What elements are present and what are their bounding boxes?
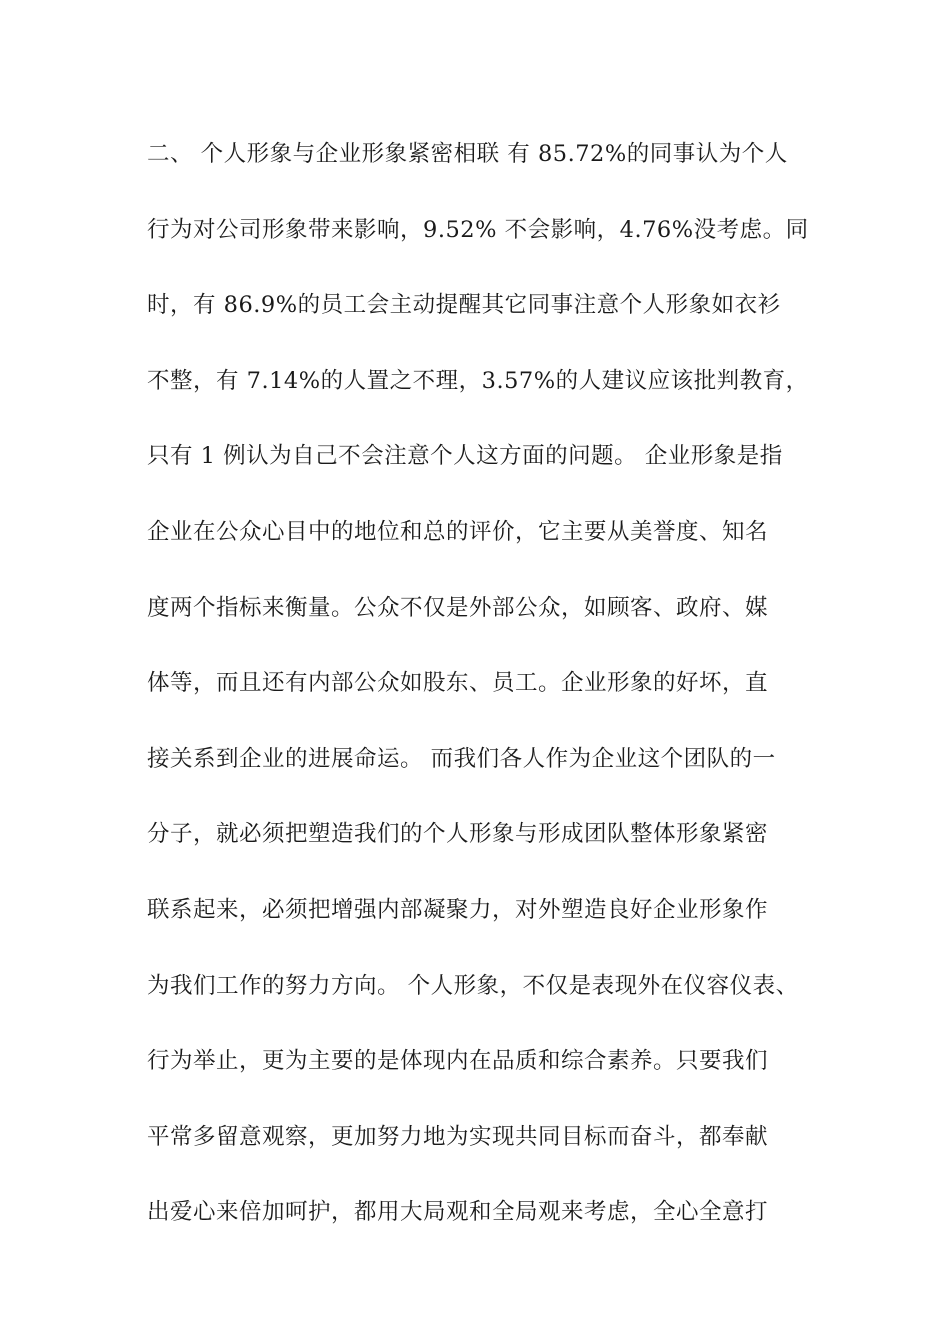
text-line: 时，有 86.9%的员工会主动提醒其它同事注意个人形象如衣衫 — [147, 292, 781, 319]
text-line: 行为举止，更为主要的是体现内在品质和综合素养。只要我们 — [147, 1048, 769, 1075]
text-line: 联系起来，必须把增强内部凝聚力，对外塑造良好企业形象作 — [147, 896, 769, 923]
text-line: 出爱心来倍加呵护，都用大局观和全局观来考虑，全心全意打 — [147, 1199, 769, 1226]
text-line: 度两个指标来衡量。公众不仅是外部公众，如顾客、政府、媒 — [147, 594, 769, 621]
text-line: 接关系到企业的进展命运。 而我们各人作为企业这个团队的一 — [147, 745, 776, 772]
text-line: 只有 1 例认为自己不会注意个人这方面的问题。 企业形象是指 — [147, 443, 783, 470]
text-line: 为我们工作的努力方向。 个人形象，不仅是表现外在仪容仪表、 — [147, 972, 799, 999]
text-line: 不整，有 7.14%的人置之不理，3.57%的人建议应该批判教育， — [147, 367, 809, 394]
body-text — [147, 132, 827, 1266]
text-line: 体等，而且还有内部公众如股东、员工。企业形象的好坏，直 — [147, 670, 769, 697]
text-line: 平常多留意观察，更加努力地为实现共同目标而奋斗，都奉献 — [147, 1123, 769, 1150]
text-line: 二、 个人形象与企业形象紧密相联 有 85.72%的同事认为个人 — [147, 141, 788, 167]
text-line: 企业在公众心目中的地位和总的评价，它主要从美誉度、知名 — [147, 518, 769, 545]
text-line: 分子，就必须把塑造我们的个人形象与形成团队整体形象紧密 — [147, 821, 769, 848]
text-line: 行为对公司形象带来影响，9.52% 不会影响，4.76%没考虑。同 — [147, 216, 809, 243]
